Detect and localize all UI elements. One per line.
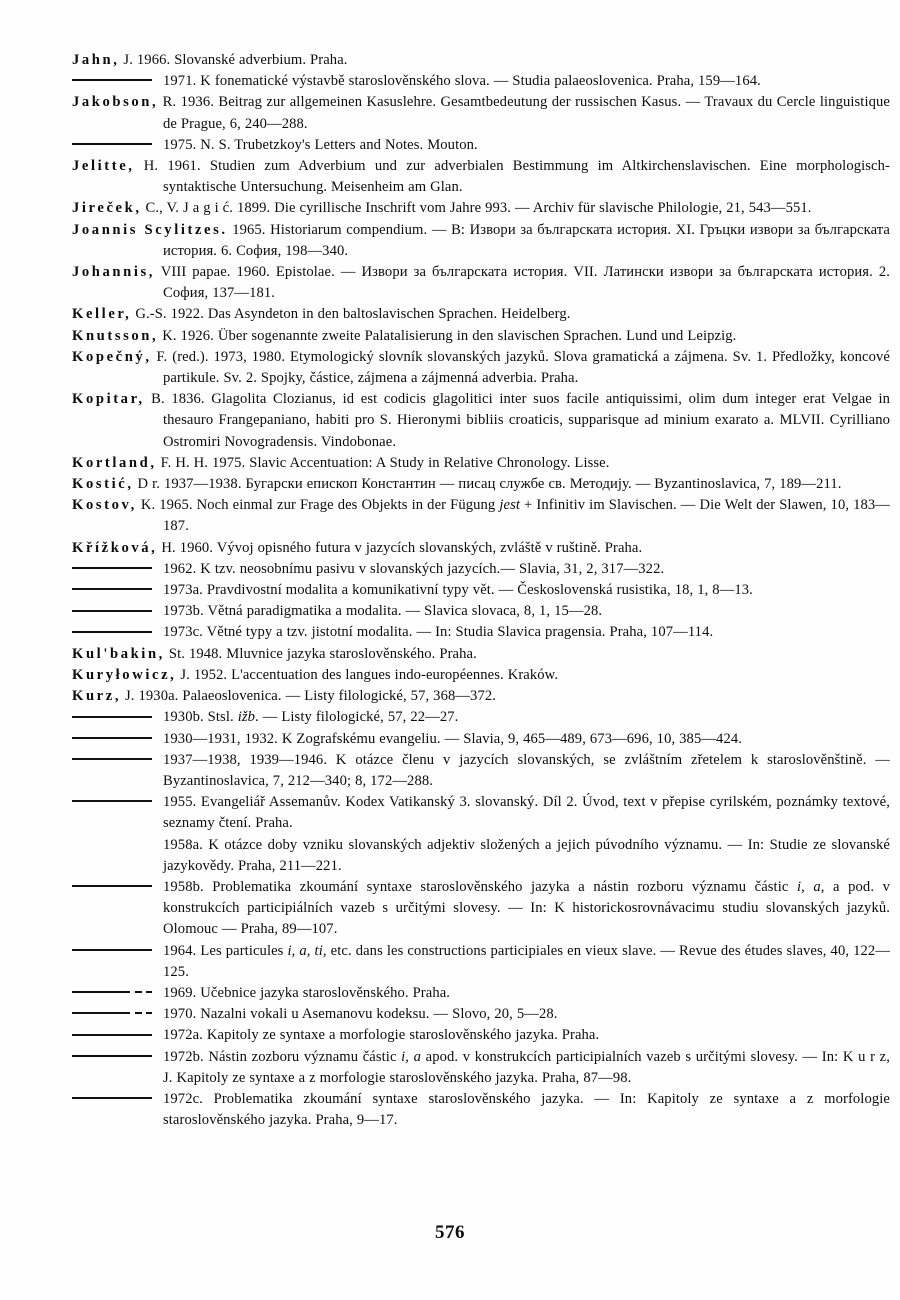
italic-term: i, a, bbox=[796, 878, 825, 895]
entry-author: Knutsson, bbox=[72, 327, 159, 344]
entry-text: 1972a. Kapitoly ze syntaxe a morfologie staroslověnského jazyka. Praha. bbox=[163, 1027, 599, 1043]
bibliography-entry bbox=[72, 474, 890, 495]
entry-text: 1964. Les particules i, a, ti, etc. dans les constructions participiales en vieux slave. — Revue des études slaves, 40, 122—125. bbox=[163, 943, 890, 980]
repeated-author-rule bbox=[72, 716, 152, 718]
bibliography-entry bbox=[72, 135, 890, 156]
bibliography-entry bbox=[72, 389, 890, 453]
entry-author: Jahn, bbox=[72, 52, 120, 68]
repeated-author-rule bbox=[72, 588, 152, 590]
repeated-author-rule bbox=[72, 631, 152, 633]
entry-text: Kul'bakin, St. 1948. Mluvnice jazyka staroslověnského. Praha. bbox=[163, 646, 477, 662]
entry-author: Kul'bakin, bbox=[72, 645, 165, 662]
entry-text: 1973b. Větná paradigmatika a modalita. — Slavica slovaca, 8, 1, 15—28. bbox=[163, 603, 602, 619]
repeated-author-rule bbox=[72, 949, 152, 951]
bibliography-entry bbox=[72, 792, 890, 834]
italic-term: i, a bbox=[401, 1048, 422, 1065]
entry-text: Kortland, F. H. H. 1975. Slavic Accentuation: A Study in Relative Chronology. Lisse. bbox=[163, 455, 610, 471]
bibliography-entry bbox=[72, 326, 890, 347]
bibliography-entry bbox=[72, 156, 890, 198]
bibliography-entry bbox=[72, 304, 890, 325]
bibliography-entry bbox=[72, 262, 890, 304]
bibliography-entry bbox=[72, 750, 890, 792]
entry-text: 1969. Učebnice jazyka staroslověnského. Praha. bbox=[163, 985, 450, 1001]
bibliography-entry bbox=[72, 1004, 890, 1025]
repeated-author-rule bbox=[72, 79, 152, 81]
entry-text: Kostić, D r. 1937—1938. Бугарски епископ Константин — писац службе св. Методију. — Byzantinoslavica, 7, 189—211. bbox=[163, 476, 841, 492]
entry-author: Keller, bbox=[72, 306, 132, 323]
bibliography-entry bbox=[72, 729, 890, 750]
repeated-author-rule bbox=[72, 143, 152, 145]
entry-text: 1975. N. S. Trubetzkoy's Letters and Notes. Mouton. bbox=[163, 137, 478, 153]
bibliography-entry bbox=[72, 644, 890, 665]
bibliography-entry bbox=[72, 665, 890, 686]
bibliography-entry bbox=[72, 538, 890, 559]
entry-text: 1970. Nazalni vokali u Asemanovu kodeksu. — Slovo, 20, 5—28. bbox=[163, 1006, 558, 1022]
entry-author: Joannis Scylitzes. bbox=[72, 221, 228, 238]
entry-text: Joannis Scylitzes. 1965. Historiarum compendium. — В: Извори за българската история. XI. Гръцки извори за българската история. 6. София, 198—340. bbox=[72, 221, 890, 259]
entry-author: Kopečný, bbox=[72, 348, 152, 365]
bibliography-entry bbox=[72, 941, 890, 983]
bibliography-entry bbox=[72, 198, 890, 219]
entry-text: Jelitte, H. 1961. Studien zum Adverbium und zur adverbialen Bestimmung im Altkirchenslavischen. Eine morphologisch-syntaktische Untersuchung. Meisenheim am Glan. bbox=[72, 158, 890, 196]
entry-text: Keller, G.-S. 1922. Das Asyndeton in den baltoslavischen Sprachen. Heidelberg. bbox=[163, 306, 570, 322]
entry-text: Johannis, VIII papae. 1960. Epistolae. — Извори за българската история. VII. Латински извори за българската история. 2. София, 137—181. bbox=[72, 264, 890, 302]
bibliography-entry bbox=[72, 580, 890, 601]
entry-author: Kurz, bbox=[72, 688, 122, 705]
bibliography-entry bbox=[72, 877, 890, 941]
entry-text: 1955. Evangeliář Assemanův. Kodex Vatikanský 3. slovanský. Díl 2. Úvod, text v přepise cyrilském, poznámky textové, seznamy čtení. Praha. bbox=[163, 794, 890, 831]
bibliography-entry bbox=[72, 686, 890, 707]
entry-text: 1937—1938, 1939—1946. K otázce členu v jazycích slovanských, se zvláštním zřetelem k staroslověnštině. — Byzantinoslavica, 7, 212—340; 8, 172—288. bbox=[163, 752, 890, 789]
entry-text: 1972c. Problematika zkoumání syntaxe staroslověnského jazyka. — In: Kapitoly ze syntaxe a z morfologie staroslověnského jazyka. Praha, 9—17. bbox=[163, 1091, 890, 1128]
repeated-author-rule bbox=[72, 991, 152, 993]
entry-author: Johannis, bbox=[72, 264, 156, 281]
repeated-author-rule bbox=[72, 758, 152, 760]
bibliography-entry bbox=[72, 1047, 890, 1089]
bibliography-entry bbox=[72, 601, 890, 622]
bibliography-entry bbox=[72, 220, 890, 262]
entry-author: Kortland, bbox=[72, 454, 157, 471]
entry-text: 1973c. Větné typy a tzv. jistotní modalita. — In: Studia Slavica pragensia. Praha, 107—114. bbox=[163, 624, 713, 640]
italic-term: i, a, ti, bbox=[287, 942, 327, 959]
entry-author: Kuryłowicz, bbox=[72, 666, 177, 683]
bibliography-entry bbox=[72, 622, 890, 643]
bibliography-entry bbox=[72, 453, 890, 474]
entry-text: Kostov, K. 1965. Noch einmal zur Frage des Objekts in der Fügung jest + Infinitiv im Slavischen. — Die Welt der Slawen, 10, 183—187. bbox=[72, 497, 890, 535]
repeated-author-rule bbox=[72, 1097, 152, 1099]
bibliography-list bbox=[72, 50, 890, 1131]
entry-author: Jireček, bbox=[72, 200, 142, 217]
bibliography-entry bbox=[72, 559, 890, 580]
entry-text: 1971. K fonematické výstavbě staroslověnského slova. — Studia palaeoslovenica. Praha, 159—164. bbox=[163, 73, 761, 89]
bibliography-entry bbox=[72, 495, 890, 537]
entry-text: 1972b. Nástin zozboru významu částic i, a apod. v konstrukcích participialních vazeb s určitými slovesy. — In: K u r z, J. Kapitoly ze syntaxe a z morfologie staroslověnského jazyka. Praha, 87—98. bbox=[163, 1049, 890, 1086]
entry-text: Jahn, J. 1966. Slovanské adverbium. Praha. bbox=[163, 52, 348, 68]
entry-text: Kuryłowicz, J. 1952. L'accentuation des langues indo-européennes. Kraków. bbox=[163, 667, 558, 683]
entry-text: Jireček, C., V. J a g i ć. 1899. Die cyrillische Inschrift vom Jahre 993. — Archiv für slavische Philologie, 21, 543—551. bbox=[163, 200, 812, 216]
repeated-author-rule bbox=[72, 610, 152, 612]
repeated-author-rule bbox=[72, 885, 152, 887]
entry-text: Jakobson, R. 1936. Beitrag zur allgemeinen Kasuslehre. Gesamtbedeutung der russischen Kasus. — Travaux du Cercle linguistique de Prague, 6, 240—288. bbox=[72, 94, 890, 132]
bibliography-entry bbox=[72, 347, 890, 389]
repeated-author-rule bbox=[72, 1055, 152, 1057]
entry-text: 1930—1931, 1932. K Zografskému evangeliu. — Slavia, 9, 465—489, 673—696, 10, 385—424. bbox=[163, 731, 742, 747]
entry-text: Kurz, J. 1930a. Palaeoslovenica. — Listy filologické, 57, 368—372. bbox=[163, 688, 496, 704]
entry-text: Knutsson, K. 1926. Über sogenannte zweite Palatalisierung in den slavischen Sprachen. Lund und Leipzig. bbox=[163, 328, 736, 344]
page-number: 576 bbox=[435, 1222, 465, 1243]
entry-text: 1962. K tzv. neosobnímu pasivu v slovanských jazycích.— Slavia, 31, 2, 317—322. bbox=[163, 561, 664, 577]
entry-author: Kopitar, bbox=[72, 391, 145, 408]
italic-term: jest bbox=[499, 497, 521, 514]
repeated-author-rule bbox=[72, 567, 152, 569]
entry-text: 1958a. K otázce doby vzniku slovanských adjektiv složených a jejich púvodního významu. — In: Studie ze slovanské jazykovědy. Praha, 211—221. bbox=[163, 836, 890, 874]
repeated-author-rule bbox=[72, 1034, 152, 1036]
bibliography-entry bbox=[72, 1025, 890, 1046]
entry-text: Kopitar, B. 1836. Glagolita Clozianus, id est codicis glagolitici inter suos facile antiquissimi, olim dum integer erat Velgae in thesauro Frangepaniano, habiti pro S. Hieronymi bibliis croaticis, supparisque ad minium exarato a. MLVII. Cyrilliano Ostromiri Novogradensis. Vindobonae. bbox=[72, 391, 890, 450]
entry-text: 1973a. Pravdivostní modalita a komunikativní typy vět. — Československá rusistika, 18, 1, 8—13. bbox=[163, 582, 753, 598]
bibliography-entry bbox=[72, 71, 890, 92]
bibliography-entry bbox=[72, 92, 890, 134]
bibliography-entry bbox=[72, 1089, 890, 1131]
bibliography-entry bbox=[72, 983, 890, 1004]
entry-author: Křížková, bbox=[72, 539, 158, 556]
italic-term: ižb bbox=[237, 709, 256, 726]
entry-text: 1930b. Stsl. ižb. — Listy filologické, 57, 22—27. bbox=[163, 709, 458, 725]
entry-text: Kopečný, F. (red.). 1973, 1980. Etymologický slovník slovanských jazyků. Slova gramatická a zájmena. Sv. 1. Předložky, koncové partikule. Sv. 2. Spojky, částice, zájmena a zájmenná adverbia. Praha. bbox=[72, 348, 890, 387]
bibliography-entry bbox=[72, 707, 890, 728]
repeated-author-rule bbox=[72, 1012, 152, 1014]
entry-text: 1958b. Problematika zkoumání syntaxe staroslověnského jazyka a nástin rozboru významu částic i, a, a pod. v konstrukcích participiálních vazeb s určitými slovesy. — In: K historickosrovnávacimu studiu slovanských jazyků. Olomouc — Praha, 89—107. bbox=[163, 879, 890, 937]
repeated-author-rule bbox=[72, 800, 152, 802]
entry-text: Křížková, H. 1960. Vývoj opisného futura v jazycích slovanských, zvláště v ruštině. Praha. bbox=[163, 540, 642, 556]
repeated-author-rule bbox=[72, 737, 152, 739]
bibliography-entry bbox=[72, 835, 890, 877]
entry-author: Kostić, bbox=[72, 476, 134, 493]
bibliography-entry bbox=[72, 50, 890, 71]
entry-author: Jelitte, bbox=[72, 158, 135, 175]
entry-author: Jakobson, bbox=[72, 94, 159, 111]
entry-author: Kostov, bbox=[72, 497, 137, 514]
